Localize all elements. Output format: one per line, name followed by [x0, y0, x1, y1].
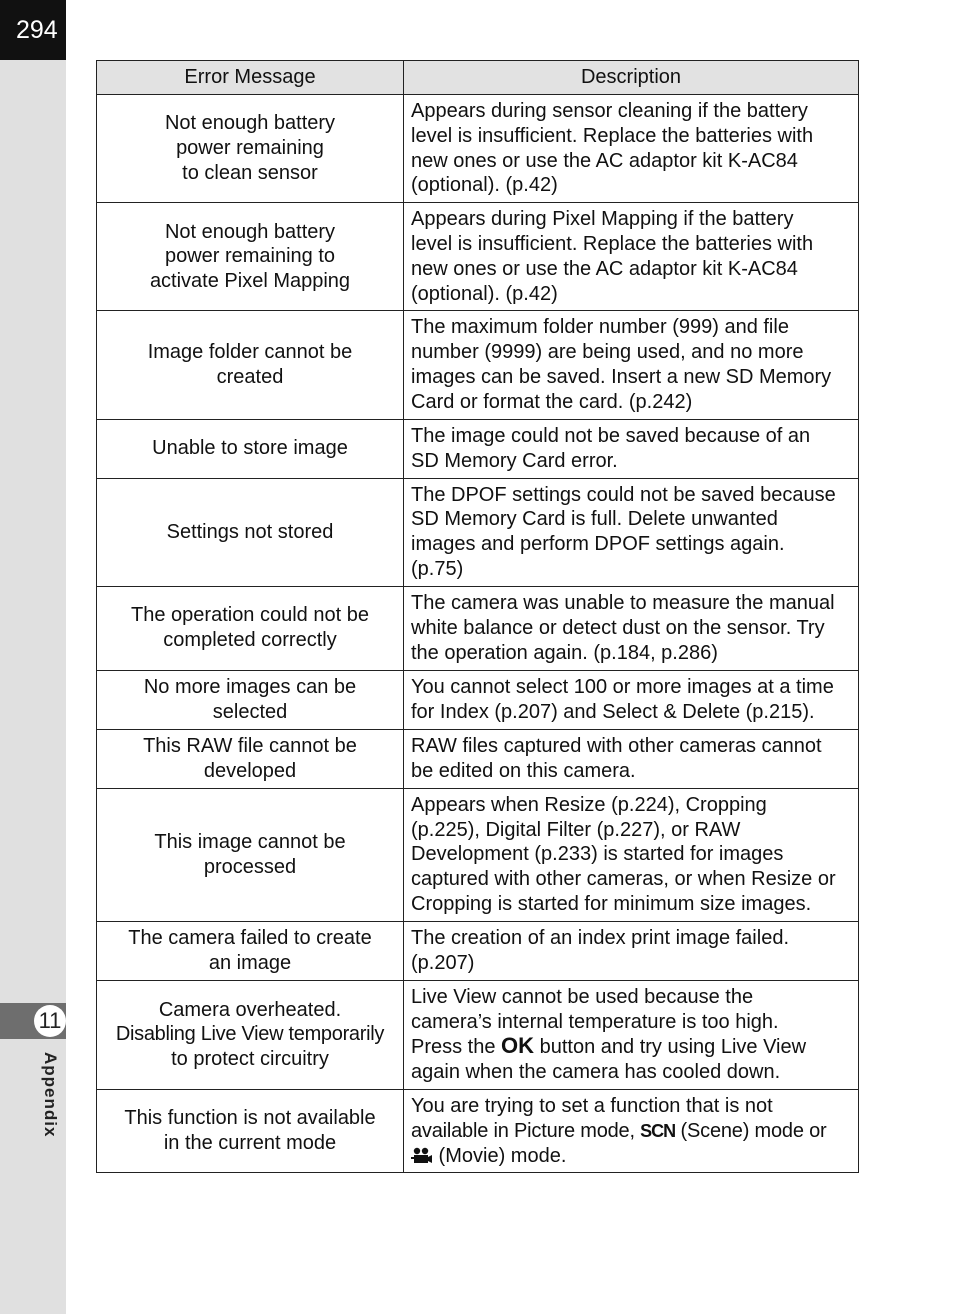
message-line: processed	[203, 855, 297, 878]
description-line: (p.225), Digital Filter (p.227), or RAW	[411, 818, 741, 841]
message-line: This function is not available	[124, 1107, 376, 1130]
table-row	[97, 788, 859, 921]
chapter-number-badge: 11	[34, 1005, 66, 1037]
description-line: new ones or use the AC adaptor kit K-AC84	[411, 149, 798, 172]
description-line: You cannot select 100 or more images at a time	[411, 675, 834, 698]
description-line: (optional). (p.42)	[411, 282, 558, 305]
error-message-cell	[97, 921, 404, 980]
table-row	[97, 1089, 859, 1172]
description-cell	[404, 311, 859, 419]
error-message-table	[96, 60, 859, 1173]
table-row	[97, 203, 859, 311]
message-line: power remaining to	[164, 245, 336, 268]
error-message-cell	[97, 729, 404, 788]
description-line: The image could not be saved because of an	[411, 424, 811, 447]
table-row	[97, 586, 859, 670]
error-message-cell	[97, 586, 404, 670]
message-line: No more images can be	[143, 675, 357, 698]
message-line: Not enough battery	[164, 220, 336, 243]
message-line: Settings not stored	[166, 520, 334, 543]
message-line: Image folder cannot be	[147, 341, 353, 364]
description-line: The DPOF settings could not be saved because	[411, 483, 836, 506]
description-line: Appears during Pixel Mapping if the battery	[411, 208, 794, 231]
error-message-cell	[97, 95, 404, 203]
message-line: The camera failed to create	[128, 926, 372, 949]
description-line: (optional). (p.42)	[411, 174, 558, 197]
message-line: to clean sensor	[182, 161, 318, 184]
description-line: available in Picture mode, SCN (Scene) mode or	[411, 1119, 827, 1142]
description-line: The creation of an index print image failed.	[411, 926, 789, 949]
description-cell	[404, 478, 859, 586]
error-message-cell	[97, 788, 404, 921]
message-line: Disabling Live View temporarily	[115, 1023, 385, 1046]
description-cell	[404, 95, 859, 203]
table-row	[97, 95, 859, 203]
header-description: Description	[404, 61, 859, 95]
description-cell	[404, 419, 859, 478]
description-line: images can be saved. Insert a new SD Memory	[411, 365, 832, 388]
error-message-cell	[97, 203, 404, 311]
description-cell	[404, 980, 859, 1089]
description-line: Press the OK button and try using Live View	[411, 1033, 807, 1059]
header-error-message: Error Message	[97, 61, 404, 95]
description-line: new ones or use the AC adaptor kit K-AC84	[411, 257, 798, 280]
table-row	[97, 670, 859, 729]
message-line: activate Pixel Mapping	[149, 270, 351, 293]
table-row	[97, 980, 859, 1089]
message-line: This image cannot be	[154, 830, 346, 853]
description-cell	[404, 203, 859, 311]
table-row	[97, 311, 859, 419]
message-line: an image	[208, 951, 292, 974]
message-line: Unable to store image	[152, 437, 348, 460]
error-message-cell	[97, 670, 404, 729]
error-message-cell	[97, 1089, 404, 1172]
description-line: Appears when Resize (p.224), Cropping	[411, 793, 767, 816]
message-line: Not enough battery	[164, 112, 336, 135]
error-message-cell	[97, 311, 404, 419]
message-line: in the current mode	[163, 1132, 337, 1155]
description-line: Card or format the card. (p.242)	[411, 390, 693, 413]
description-line: captured with other cameras, or when Resize or	[411, 868, 836, 891]
description-line: Development (p.233) is started for images	[411, 843, 784, 866]
description-cell	[404, 921, 859, 980]
message-line: selected	[212, 700, 288, 723]
description-line: white balance or detect dust on the sensor. Try	[411, 616, 825, 639]
description-line: the operation again. (p.184, p.286)	[411, 641, 718, 664]
description-line: (Movie) mode.	[411, 1144, 851, 1169]
description-line: (p.75)	[411, 557, 464, 580]
description-line: Cropping is started for minimum size images.	[411, 892, 812, 915]
description-line: images and perform DPOF settings again.	[411, 533, 785, 556]
message-line: The operation could not be	[131, 604, 369, 627]
description-cell	[404, 729, 859, 788]
description-line: again when the camera has cooled down.	[411, 1061, 781, 1084]
ok-button-icon: OK	[501, 1033, 535, 1059]
table-row	[97, 419, 859, 478]
description-line: You are trying to set a function that is not	[411, 1094, 773, 1117]
description-line: level is insufficient. Replace the batteries with	[411, 124, 814, 147]
message-line: created	[216, 365, 284, 388]
description-line: be edited on this camera.	[411, 759, 636, 782]
table-header-row	[97, 61, 859, 95]
description-line: (p.207)	[411, 951, 475, 974]
description-line: The maximum folder number (999) and file	[411, 316, 789, 339]
description-line: for Index (p.207) and Select & Delete (p.215).	[411, 700, 815, 723]
description-line: SD Memory Card error.	[411, 449, 618, 472]
description-line: number (9999) are being used, and no more	[411, 341, 804, 364]
table-row	[97, 478, 859, 586]
message-line: to protect circuitry	[171, 1048, 329, 1071]
scene-mode-icon: SCN	[640, 1120, 676, 1141]
error-message-cell	[97, 980, 404, 1089]
description-line: The camera was unable to measure the manual	[411, 592, 835, 615]
movie-camera-icon	[411, 1146, 433, 1164]
error-message-cell	[97, 419, 404, 478]
description-line: camera’s internal temperature is too high.	[411, 1010, 779, 1033]
description-line: SD Memory Card is full. Delete unwanted	[411, 508, 778, 531]
message-line: developed	[203, 759, 297, 782]
chapter-label: Appendix	[41, 1052, 60, 1138]
description-cell	[404, 788, 859, 921]
description-line: Live View cannot be used because the	[411, 985, 754, 1008]
message-line: Camera overheated.	[158, 998, 342, 1021]
page-number: 294	[0, 0, 66, 60]
description-cell	[404, 1089, 859, 1172]
message-line: This RAW file cannot be	[143, 734, 357, 757]
description-line: level is insufficient. Replace the batteries with	[411, 232, 814, 255]
error-message-cell	[97, 478, 404, 586]
message-line: power remaining	[176, 137, 324, 160]
description-cell	[404, 586, 859, 670]
table-row	[97, 729, 859, 788]
description-cell	[404, 670, 859, 729]
message-line: completed correctly	[163, 629, 337, 652]
table-row	[97, 921, 859, 980]
description-line: RAW files captured with other cameras cannot	[411, 734, 822, 757]
description-line: Appears during sensor cleaning if the battery	[411, 100, 808, 122]
